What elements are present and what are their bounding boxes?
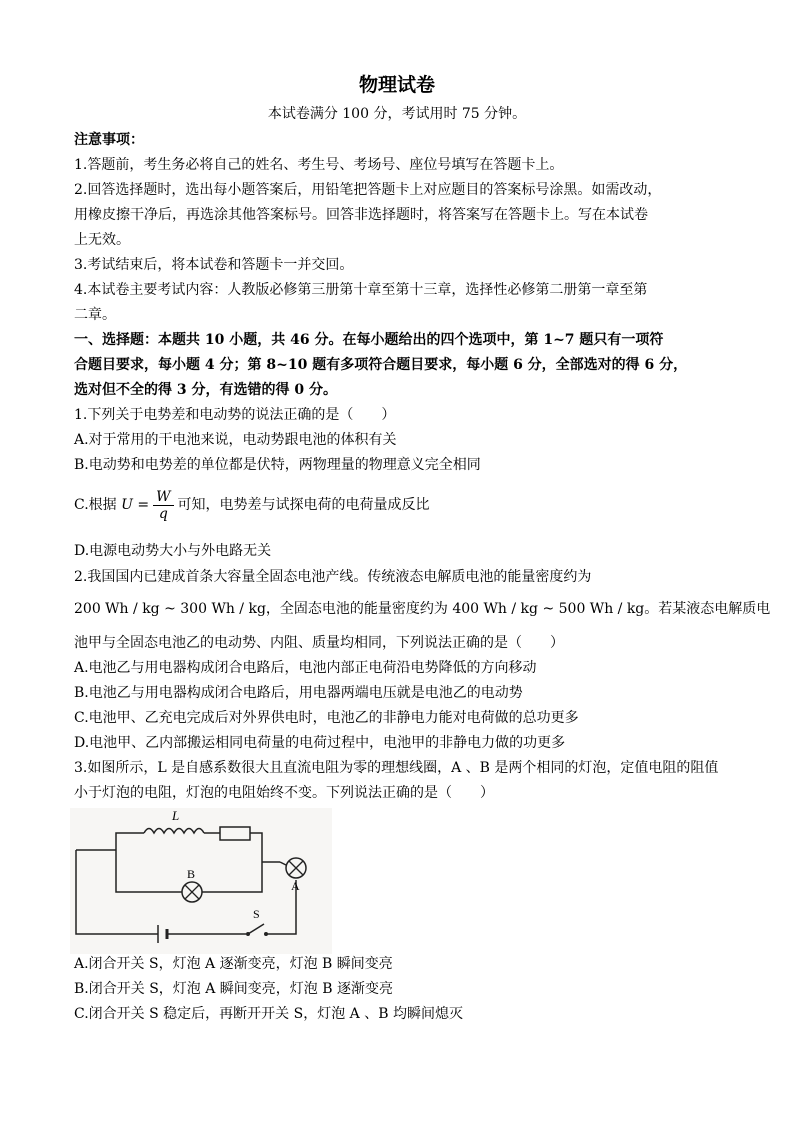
- q3-stem-2: 小于灯泡的电阻，灯泡的电阻始终不变。下列说法正确的是（ ）: [74, 785, 494, 801]
- note-line-4a: 4.本试卷主要考试内容：人教版必修第三册第十章至第十三章，选择性必修第二册第一章至第: [74, 282, 648, 298]
- note-line-2c: 上无效。: [74, 232, 130, 248]
- notes-heading: 注意事项：: [74, 132, 144, 148]
- note-line-3: 3.考试结束后，将本试卷和答题卡一并交回。: [74, 257, 354, 273]
- q1-option-c: [74, 488, 430, 522]
- q2-option-b: B.电池乙与用电器构成闭合电路后，用电器两端电压就是电池乙的电动势: [74, 685, 523, 701]
- q3-option-c: C.闭合开关 S 稳定后，再断开开关 S，灯泡 A 、B 均瞬间熄灭: [74, 1006, 463, 1022]
- q1-formula-numerator: W: [153, 489, 173, 506]
- q1-option-a: A.对于常用的干电池来说，电动势跟电池的体积有关: [74, 432, 397, 448]
- q1-option-c-suffix: 可知，电势差与试探电荷的电荷量成反比: [177, 497, 430, 513]
- note-line-2a: 2.回答选择题时，选出每小题答案后，用铅笔把答题卡上对应题目的答案标号涂黑。如需改动，: [74, 182, 662, 198]
- page-subtitle: 本试卷满分 100 分，考试用时 75 分钟。: [267, 106, 527, 122]
- section-heading-3: 选对但不全的得 3 分，有选错的得 0 分。: [74, 382, 337, 398]
- section-heading-2: 合题目要求，每小题 4 分；第 8~10 题有多项符合题目要求，每小题 6 分，全部选对的得 6 分，: [74, 357, 688, 373]
- q1-option-b: B.电动势和电势差的单位都是伏特，两物理量的物理意义完全相同: [74, 457, 481, 473]
- note-line-2b: 用橡皮擦干净后，再选涂其他答案标号。回答非选择题时，将答案写在答题卡上。写在本试卷: [74, 207, 648, 223]
- label-l: L: [172, 808, 180, 823]
- q3-stem-1: 3.如图所示，L 是自感系数很大且直流电阻为零的理想线圈，A 、B 是两个相同的灯泡，定值电阻的阻值: [74, 760, 719, 776]
- q2-stem-1: 2.我国国内已建成首条大容量全固态电池产线。传统液态电解质电池的能量密度约为: [74, 569, 592, 585]
- label-b: B: [187, 867, 196, 881]
- q1-stem: 1.下列关于电势差和电动势的说法正确的是（ ）: [74, 407, 396, 423]
- q2-option-d: D.电池甲、乙内部搬运相同电荷量的电荷过程中，电池甲的非静电力做的功更多: [74, 735, 566, 751]
- q2-stem-3: 池甲与全固态电池乙的电动势、内阻、质量均相同，下列说法正确的是（ ）: [74, 635, 564, 651]
- q1-option-c-prefix: C.根据: [74, 497, 117, 513]
- section-heading-1: 一、选择题：本题共 10 小题，共 46 分。在每小题给出的四个选项中，第 1~7 题只有一项符: [74, 332, 664, 348]
- label-a: A: [291, 879, 300, 893]
- q3-option-b: B.闭合开关 S，灯泡 A 瞬间变亮，灯泡 B 逐渐变亮: [74, 981, 393, 997]
- label-s: S: [253, 907, 260, 921]
- note-line-4b: 二章。: [74, 307, 116, 323]
- q2-stem-2: 200 Wh / kg ~ 300 Wh / kg，全固态电池的能量密度约为 400 Wh / kg ~ 500 Wh / kg。若某液态电解质电: [74, 601, 771, 617]
- q1-option-d: D.电源电动势大小与外电路无关: [74, 543, 272, 559]
- q1-formula-fraction: [153, 489, 173, 522]
- q1-formula-denominator: q: [158, 505, 168, 522]
- page-title: 物理试卷: [358, 74, 435, 96]
- q3-option-a: A.闭合开关 S，灯泡 A 逐渐变亮，灯泡 B 瞬间变亮: [74, 956, 393, 972]
- q2-option-a: A.电池乙与用电器构成闭合电路后，电池内部正电荷沿电势降低的方向移动: [74, 660, 537, 676]
- q2-option-c: C.电池甲、乙充电完成后对外界供电时，电池乙的非静电力能对电荷做的总功更多: [74, 710, 579, 726]
- q1-formula-u: U =: [121, 497, 150, 513]
- circuit-diagram: [70, 808, 332, 954]
- switch-contact: [264, 932, 268, 936]
- note-line-1: 1.答题前，考生务必将自己的姓名、考生号、考场号、座位号填写在答题卡上。: [74, 157, 564, 173]
